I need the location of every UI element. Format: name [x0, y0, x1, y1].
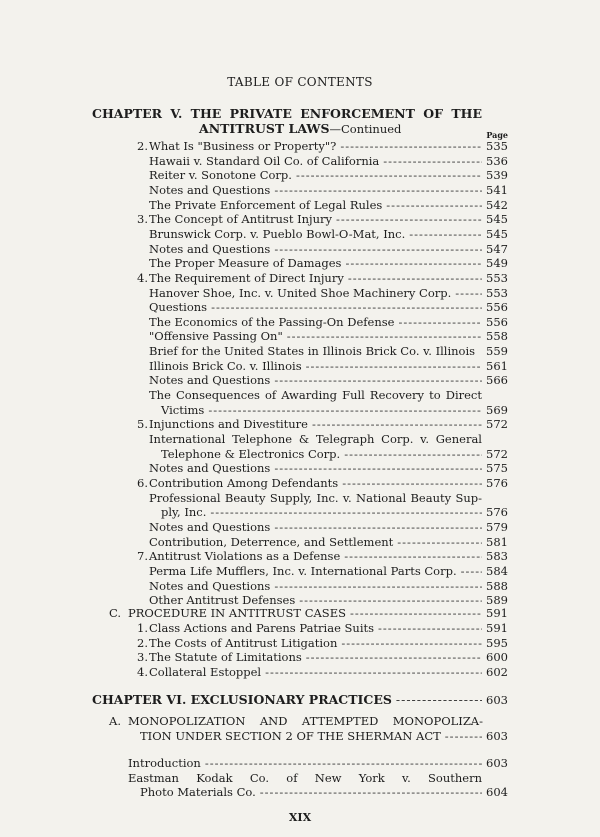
toc-entry — [149, 359, 508, 374]
entry-number: 7. — [137, 549, 148, 564]
toc-entry-page: 591 — [486, 621, 508, 635]
leader-dots — [397, 535, 482, 550]
toc-entry-title: Injunctions and Divestiture — [149, 417, 308, 432]
toc-entry-title: Antitrust Violations as a Defense — [149, 549, 341, 564]
leader-dots — [274, 373, 482, 388]
toc-entry — [149, 344, 508, 359]
leader-dots — [386, 198, 482, 213]
toc-entry-line: International Telephone & Telegraph Corp. v. General — [149, 432, 482, 446]
section-c-title: PROCEDURE IN ANTITRUST CASES — [128, 606, 346, 620]
toc-entry — [161, 403, 508, 418]
section-a-heading-line2 — [140, 729, 508, 744]
section-a-heading-line1: MONOPOLIZATION AND ATTEMPTED MONOPOLIZA- — [128, 714, 483, 728]
toc-entry — [149, 535, 508, 550]
toc-entry — [149, 242, 508, 257]
toc-entry-title: The Requirement of Direct Injury — [149, 270, 344, 285]
toc-entry-page: 553 — [486, 285, 508, 300]
leader-dots — [341, 636, 482, 651]
chapter-5-heading-line1: CHAPTER V. THE PRIVATE ENFORCEMENT OF THE — [92, 106, 482, 121]
entry-number: 2. — [137, 139, 148, 153]
leader-dots — [274, 579, 482, 594]
toc-entry-title: Hawaii v. Standard Oil Co. of California — [149, 153, 380, 168]
toc-entry-title: Hanover Shoe, Inc. v. United Shoe Machinery Corp. — [149, 285, 452, 300]
toc-entry-page: 572 — [486, 417, 508, 432]
toc-entry-page: 576 — [486, 505, 508, 520]
leader-dots — [211, 300, 482, 315]
toc-entry-title: Collateral Estoppel — [149, 664, 262, 679]
toc-entry — [149, 227, 508, 242]
toc-entry-page: 549 — [486, 256, 508, 271]
leader-dots — [274, 520, 482, 535]
leader-dots — [274, 242, 482, 257]
entry-number: 4. — [137, 664, 148, 679]
toc-entry-title: Class Actions and Parens Patriae Suits — [149, 621, 375, 635]
toc-entry — [149, 329, 508, 344]
toc-entry — [149, 300, 508, 315]
toc-entry-title: ply, Inc. — [161, 505, 207, 520]
leader-dots — [398, 315, 482, 330]
toc-entry-page: 542 — [486, 197, 508, 212]
toc-entry-page: 545 — [486, 226, 508, 241]
toc-entry-page: 553 — [486, 270, 508, 285]
leader-dots — [348, 271, 482, 286]
toc-entry-line: The Consequences of Awarding Full Recovery to Direct — [149, 388, 482, 403]
toc-entry — [149, 650, 508, 665]
section-a-page: 603 — [486, 729, 508, 743]
toc-entry-page: 603 — [486, 756, 508, 770]
leader-dots — [205, 756, 482, 771]
toc-entry-page: 545 — [486, 212, 508, 227]
toc-entry — [149, 198, 508, 213]
toc-entry-page: 535 — [486, 139, 508, 153]
toc-entry-page: 556 — [486, 314, 508, 329]
toc-entry-page: 581 — [486, 534, 508, 549]
leader-dots — [461, 564, 482, 579]
toc-entry-title: Notes and Questions — [149, 373, 271, 388]
toc-entry — [149, 271, 508, 286]
toc-entry-page: 579 — [486, 519, 508, 534]
toc-entry — [149, 520, 508, 535]
toc-entry-page: 576 — [486, 475, 508, 490]
toc-entry-title: Notes and Questions — [149, 182, 271, 197]
section-c-letter: C. — [108, 606, 121, 620]
chapter-6-heading — [92, 692, 508, 707]
toc-entry-page: 559 — [486, 344, 508, 359]
running-title: TABLE OF CONTENTS — [227, 75, 373, 89]
section-c-page: 591 — [486, 606, 508, 620]
toc-entry-title: The Economics of the Passing-On Defense — [149, 314, 395, 329]
entry-number: 1. — [137, 621, 148, 635]
toc-entry — [149, 139, 508, 154]
leader-dots — [340, 139, 482, 154]
section-a-title: TION UNDER SECTION 2 OF THE SHERMAN ACT — [140, 729, 441, 743]
leader-dots — [383, 154, 482, 169]
chapter-5-heading-line2 — [199, 121, 401, 136]
toc-entry-title: The Proper Measure of Damages — [149, 256, 342, 271]
page-column-header: Page — [486, 130, 508, 140]
toc-entry-title: Notes and Questions — [149, 578, 271, 593]
toc-entry-title: Brunswick Corp. v. Pueblo Bowl-O-Mat, Inc. — [149, 226, 406, 241]
leader-dots — [265, 665, 482, 680]
toc-entry-page: 558 — [486, 329, 508, 344]
toc-entry — [149, 636, 508, 651]
chapter-6-title: CHAPTER VI. EXCLUSIONARY PRACTICES — [92, 692, 392, 707]
leader-dots — [396, 692, 482, 707]
toc-entry-page: 547 — [486, 241, 508, 256]
entry-number: 3. — [137, 212, 148, 227]
leader-dots — [344, 549, 482, 564]
toc-entry-page: 584 — [486, 563, 508, 578]
leader-dots — [287, 329, 482, 344]
leader-dots — [274, 461, 482, 476]
entry-number: 2. — [137, 635, 148, 650]
toc-entry-page: 561 — [486, 358, 508, 373]
toc-entry — [140, 785, 508, 800]
toc-entry-page: 588 — [486, 578, 508, 593]
toc-entry — [149, 665, 508, 680]
leader-dots — [296, 168, 482, 183]
chapter-6-page: 603 — [486, 693, 508, 707]
toc-entry-title: Telephone & Electronics Corp. — [161, 446, 341, 461]
toc-entry-line: Eastman Kodak Co. of New York v. Southern — [128, 770, 482, 785]
leader-dots — [342, 476, 482, 491]
toc-entry-title: Other Antitrust Defenses — [149, 593, 296, 608]
toc-entry-page: 602 — [486, 664, 508, 679]
leader-dots — [312, 417, 482, 432]
toc-entry-page: 572 — [486, 446, 508, 461]
toc-entry-page: 595 — [486, 635, 508, 650]
leader-dots — [345, 256, 482, 271]
entry-number: 3. — [137, 650, 148, 665]
leader-dots — [306, 650, 482, 665]
leader-dots — [344, 447, 482, 462]
toc-entry-title: Reiter v. Sonotone Corp. — [149, 168, 292, 183]
toc-entry-title: Perma Life Mufflers, Inc. v. International Parts Corp. — [149, 563, 457, 578]
toc-entry-title: The Private Enforcement of Legal Rules — [149, 197, 383, 212]
toc-entry-title: Brief for the United States in Illinois Brick Co. v. Illinois — [149, 344, 476, 359]
toc-entry-title: Contribution Among Defendants — [149, 475, 339, 490]
chapter-5-heading-title: ANTITRUST LAWS — [199, 121, 330, 136]
leader-dots — [210, 505, 482, 520]
section-c-heading — [128, 606, 508, 621]
toc-entry-title: The Costs of Antitrust Litigation — [149, 635, 338, 650]
leader-dots — [208, 403, 482, 418]
toc-entry — [161, 447, 508, 462]
toc-entry-title: "Offensive Passing On" — [149, 329, 283, 344]
leader-dots — [378, 621, 482, 636]
toc-entry — [149, 621, 508, 636]
toc-entry — [149, 154, 508, 169]
toc-entry-page: 556 — [486, 300, 508, 315]
toc-entry-title: Notes and Questions — [149, 241, 271, 256]
toc-entry-title: Introduction — [128, 756, 201, 770]
toc-entry — [149, 256, 508, 271]
toc-entry — [149, 476, 508, 491]
leader-dots — [455, 286, 482, 301]
entry-number: 4. — [137, 270, 148, 285]
toc-entry — [149, 564, 508, 579]
leader-dots — [409, 227, 482, 242]
toc-entry-page: 541 — [486, 182, 508, 197]
toc-entry-page: 536 — [486, 153, 508, 168]
toc-entry-title: Photo Materials Co. — [140, 785, 256, 800]
leader-dots — [350, 606, 482, 621]
toc-entry — [149, 417, 508, 432]
page-folio: XIX — [288, 811, 312, 824]
toc-entry-title: Questions — [149, 300, 208, 315]
toc-entry — [128, 756, 508, 771]
toc-entry-page: 583 — [486, 549, 508, 564]
toc-entry — [149, 286, 508, 301]
toc-entry-title: Notes and Questions — [149, 519, 271, 534]
toc-entry-page: 589 — [486, 593, 508, 608]
toc-entry-page: 539 — [486, 168, 508, 183]
toc-entry-title: Victims — [161, 402, 205, 417]
toc-entry-page: 566 — [486, 373, 508, 388]
toc-entry-page: 575 — [486, 461, 508, 476]
toc-entry-title: The Statute of Limitations — [149, 650, 302, 665]
leader-dots — [260, 785, 482, 800]
toc-entry — [149, 315, 508, 330]
chapter-5-continued: —Continued — [329, 122, 402, 136]
leader-dots — [274, 183, 482, 198]
toc-entry — [149, 212, 508, 227]
toc-entry — [149, 373, 508, 388]
toc-entry-title: Contribution, Deterrence, and Settlement — [149, 534, 394, 549]
section-a-letter: A. — [109, 714, 121, 728]
toc-entry-page: 604 — [486, 785, 508, 800]
toc-entry — [149, 183, 508, 198]
toc-entry — [149, 168, 508, 183]
leader-dots — [336, 212, 482, 227]
toc-entry-title: Illinois Brick Co. v. Illinois — [149, 358, 302, 373]
toc-entry-title: The Concept of Antitrust Injury — [149, 212, 333, 227]
leader-dots — [306, 359, 482, 374]
entry-number: 5. — [137, 417, 148, 432]
toc-entry-title: What Is "Business or Property"? — [149, 139, 337, 153]
toc-entry — [149, 549, 508, 564]
toc-entry-page: 569 — [486, 402, 508, 417]
leader-dots — [445, 729, 482, 744]
toc-entry-page: 600 — [486, 650, 508, 665]
toc-entry-title: Notes and Questions — [149, 461, 271, 476]
toc-entry-line: Professional Beauty Supply, Inc. v. National Beauty Sup- — [149, 490, 482, 505]
toc-entry — [149, 579, 508, 594]
toc-entry — [161, 505, 508, 520]
entry-number: 6. — [137, 475, 148, 490]
toc-entry — [149, 461, 508, 476]
